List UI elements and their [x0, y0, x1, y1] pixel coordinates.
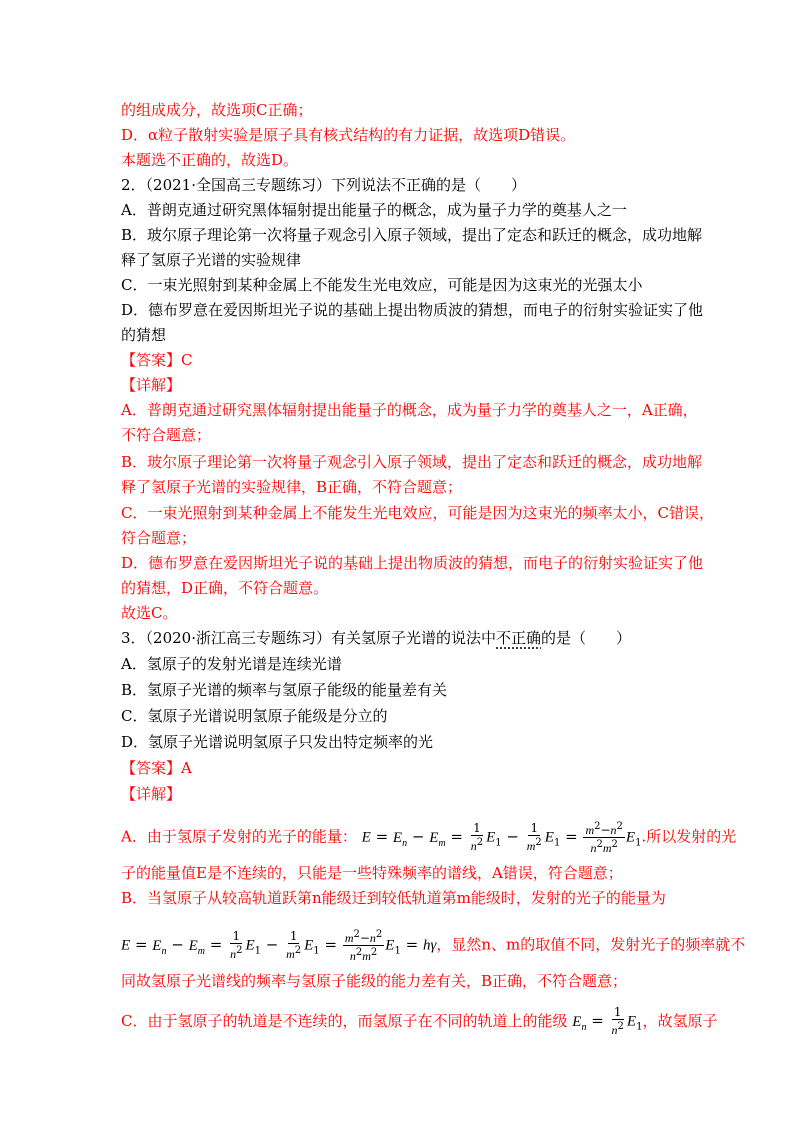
q2-answer: 【答案】C — [121, 351, 193, 369]
q3-option-a: A．氢原子的发射光谱是连续光谱 — [121, 655, 342, 673]
q2-explain-c: C．一束光照射到某种金属上不能发生光电效应，可能是因为这束光的频率太小，C错误， — [121, 504, 714, 522]
q3-explain-b-formula-line — [121, 928, 745, 963]
q3-explain-a-post: .所以发射的光 — [641, 827, 737, 846]
q3-explain-b-cont: 同故氢原子光谱线的频率与氢原子能级的能力差有关，B正确，不符合题意； — [121, 972, 628, 990]
text-line: 本题选不正确的，故选D。 — [121, 151, 299, 169]
energy-formula: $E = E_n - E_m$ = $\frac{1}{n^2}$ $E_1$ − $\frac{1}{m^2}$ $E_1$ = $\frac{m^2-n^2}{n^2m^2}$ $E_1$ — [361, 821, 642, 855]
q3-stem-pre: 3．（2020·浙江高三专题练习）有关氢原子光谱的说法中 — [121, 629, 496, 647]
q3-explain-a — [121, 820, 736, 855]
q3-option-b: B．氢原子光谱的频率与氢原子能级的能量差有关 — [121, 681, 448, 699]
q3-option-c: C．氢原子光谱说明氢原子能级是分立的 — [121, 707, 388, 725]
q3-explain-a-pre: A．由于氢原子发射的光子的能量： — [121, 827, 357, 846]
q2-option-b-cont: 释了氢原子光谱的实验规律 — [121, 251, 302, 269]
q2-option-d-cont: 的猜想 — [121, 326, 167, 344]
q3-option-d: D．氢原子光谱说明氢原子只发出特定频率的光 — [121, 733, 434, 751]
energy-level-formula: $E_n$ = $\frac{1}{n^2}$ $E_1$ — [572, 1005, 643, 1037]
q3-explain-c — [121, 1006, 717, 1038]
q2-explain-a-cont: 不符合题意； — [121, 426, 212, 444]
q3-explain-a-cont: 子的能量值E是不连续的，只能是一些特殊频率的谱线，A错误，符合题意； — [121, 864, 623, 882]
q2-detail-heading: 【详解】 — [121, 376, 182, 394]
q3-stem-emphasis: 不正确 — [496, 629, 542, 647]
q2-explain-b: B．玻尔原子理论第一次将量子观念引入原子领域，提出了定态和跃迁的概念，成功地解 — [121, 453, 703, 471]
q2-explain-d-cont: 的猜想，D正确，不符合题意。 — [121, 579, 329, 597]
q2-explain-b-cont: 释了氢原子光谱的实验规律，B正确，不符合题意； — [121, 478, 463, 496]
q3-explain-b-post: ，显然n、m的取值不同，发射光子的频率就不 — [436, 935, 746, 954]
q2-conclusion: 故选C。 — [121, 604, 178, 622]
q2-option-c: C．一束光照射到某种金属上不能发生光电效应，可能是因为这束光的光强太小 — [121, 276, 643, 294]
question-2-stem: 2．（2021·全国高三专题练习）下列说法不正确的是（ ） — [121, 176, 526, 194]
q3-explain-b: B．当氢原子从较高轨道跃第n能级迁到较低轨道第m能级时，发射的光子的能量为 — [121, 889, 666, 907]
q3-explain-c-post: ，故氢原子 — [642, 1011, 718, 1030]
q3-detail-heading: 【详解】 — [121, 785, 182, 803]
q2-explain-a: A．普朗克通过研究黑体辐射提出能量子的概念，成为量子力学的奠基人之一，A正确， — [121, 401, 698, 419]
photon-energy-formula: $E = E_n - E_m$ = $\frac{1}{n^2}$ $E_1$ − $\frac{1}{m^2}$ $E_1$ = $\frac{m^2-n^2}{n^2m^2}$ $E_1 = h\gamma$ — [121, 929, 437, 963]
text-line: D．α粒子散射实验是原子具有核式结构的有力证据，故选项D错误。 — [121, 126, 576, 144]
q3-explain-c-pre: C．由于氢原子的轨道是不连续的，而氢原子在不同的轨道上的能级 — [121, 1011, 568, 1030]
q3-answer: 【答案】A — [121, 759, 192, 777]
q2-option-a: A．普朗克通过研究黑体辐射提出能量子的概念，成为量子力学的奠基人之一 — [121, 201, 627, 219]
q2-option-b: B．玻尔原子理论第一次将量子观念引入原子领域，提出了定态和跃迁的概念，成功地解 — [121, 226, 703, 244]
q2-explain-c-cont: 符合题意； — [121, 529, 197, 547]
text-line: 的组成成分，故选项C正确； — [121, 101, 313, 119]
question-3-stem — [121, 628, 631, 648]
q2-explain-d: D．德布罗意在爱因斯坦光子说的基础上提出物质波的猜想，而电子的衍射实验证实了他 — [121, 554, 704, 572]
q3-stem-post: 的是（ ） — [541, 629, 632, 647]
q2-option-d: D．德布罗意在爱因斯坦光子说的基础上提出物质波的猜想，而电子的衍射实验证实了他 — [121, 301, 704, 319]
